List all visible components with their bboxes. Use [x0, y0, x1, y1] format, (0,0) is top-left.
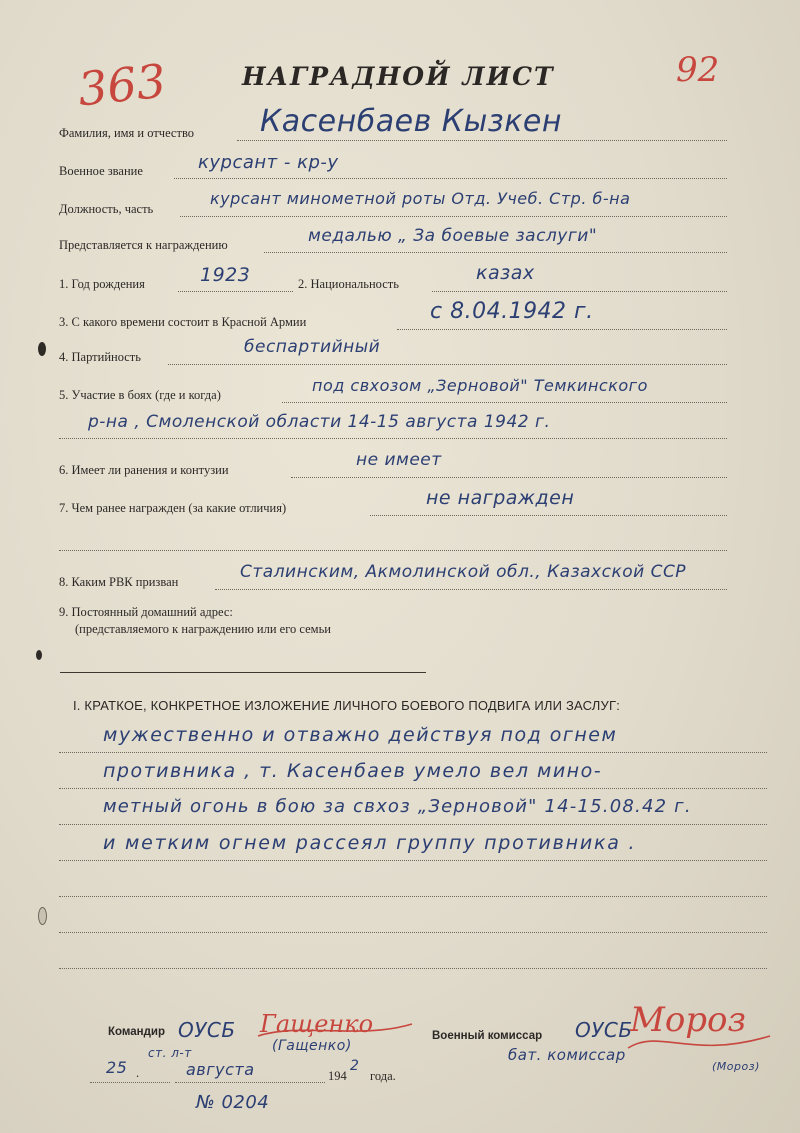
wounds-label: 6. Имеет ли ранения и контузии [59, 463, 229, 477]
prev-awards-value: не награжден [426, 487, 575, 509]
nationality-value: казах [476, 262, 535, 284]
fio-label: Фамилия, имя и отчество [59, 126, 195, 140]
section1-text-1: мужественно и отважно действуя под огнем [103, 724, 618, 746]
party-value: беспартийный [244, 337, 381, 357]
commissar-signature-underline [628, 1036, 770, 1048]
date-year-word: года. [370, 1069, 396, 1083]
birth-year-label: 1. Год рождения [59, 277, 145, 291]
corner-number-right: 92 [676, 50, 720, 90]
party-label: 4. Партийность [59, 350, 141, 364]
wounds-value: не имеет [356, 450, 442, 470]
battles-value-2: р-на , Смоленской области 14-15 августа 1942 г. [88, 412, 551, 432]
commander-signature: Гащенко [260, 1010, 374, 1038]
address-label-1: 9. Постоянный домашний адрес: [59, 605, 233, 619]
rank-value: курсант - кр-у [198, 152, 339, 173]
rank-label: Военное звание [59, 164, 143, 178]
commissar-name: (Мороз) [712, 1060, 760, 1073]
corner-number-left: 363 [75, 53, 169, 117]
rvk-label: 8. Каким РВК призван [59, 575, 179, 589]
commissar-label: Военный комиссар [432, 1030, 543, 1042]
nationality-label: 2. Национальность [298, 277, 399, 291]
commander-name: (Гащенко) [272, 1038, 352, 1054]
document-number: № 0204 [196, 1092, 270, 1113]
position-label: Должность, часть [59, 202, 154, 216]
rank-note: ст. л-т [148, 1046, 192, 1060]
commissar-unit: ОУСБ [575, 1018, 633, 1042]
section1-text-4: и метким огнем рассеял группу противника . [103, 832, 637, 854]
section1-text-3: метный огонь в бою за свхоз „Зерновой" 14-15.08.42 г. [103, 796, 692, 817]
address-label-2: (представляемого к награждению или его семьи [75, 622, 331, 636]
commander-signature-underline [258, 1024, 412, 1036]
award-value: медалью „ За боевые заслуги" [308, 226, 598, 246]
document-title: НАГРАДНОЙ ЛИСТ [242, 62, 555, 91]
date-dot: . [136, 1066, 140, 1080]
army-since-label: 3. С какого времени состоит в Красной Армии [59, 315, 307, 329]
fio-value: Касенбаев Кызкен [260, 104, 562, 139]
battles-label: 5. Участие в боях (где и когда) [59, 388, 221, 402]
section1-text-2: противника , т. Касенбаев умело вел мино- [103, 760, 603, 782]
date-month: августа [186, 1060, 255, 1079]
section1-heading: I. КРАТКОЕ, КОНКРЕТНОЕ ИЗЛОЖЕНИЕ ЛИЧНОГО БОЕВОГО ПОДВИГА ИЛИ ЗАСЛУГ: [73, 698, 621, 713]
rvk-value: Сталинским, Акмолинской обл., Казахской ССР [240, 562, 687, 582]
commissar-signature: Мороз [630, 1000, 747, 1040]
commander-label: Командир [108, 1026, 165, 1038]
award-label: Представляется к награждению [59, 238, 228, 252]
army-since-value: с 8.04.1942 г. [430, 299, 594, 324]
date-year-suffix: 2 [350, 1058, 360, 1074]
position-value: курсант минометной роты Отд. Учеб. Стр. б-на [210, 189, 631, 208]
date-day: 25 [106, 1058, 128, 1077]
date-year-prefix: 194 [328, 1069, 347, 1083]
battles-value-1: под свхозом „Зерновой" Темкинского [312, 376, 648, 395]
birth-year-value: 1923 [200, 264, 251, 286]
commissar-title: бат. комиссар [508, 1046, 626, 1064]
commander-unit: ОУСБ [178, 1018, 236, 1042]
prev-awards-label: 7. Чем ранее награжден (за какие отличия) [59, 501, 287, 515]
